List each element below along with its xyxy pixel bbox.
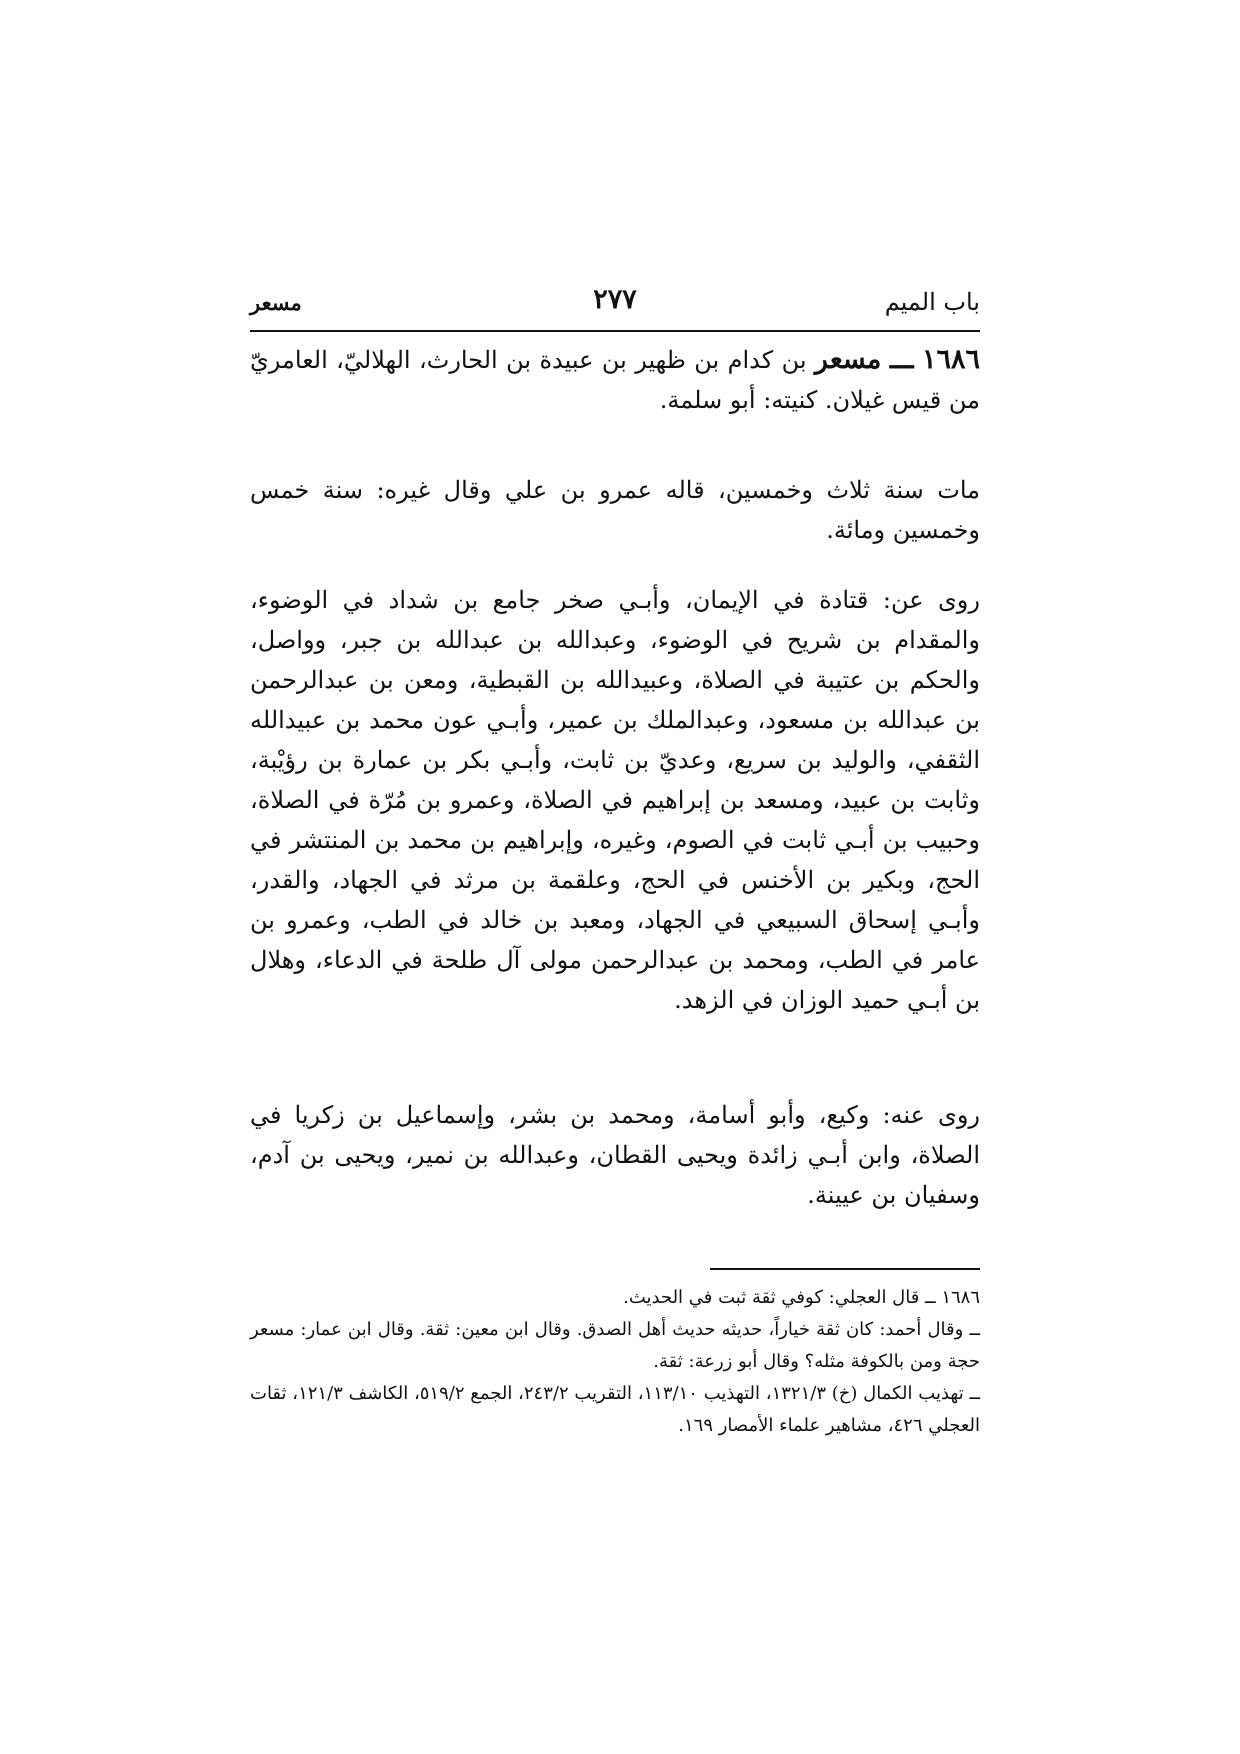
footnote-line: ــ وقال أحمد: كان ثقة خياراً، حديثه حديث أهل الصدق. وقال ابن معين: ثقة. وقال ابن عمار: مسعر حجة ومن بالكوفة مثله؟ وقال أبو زرعة: ثقة. xyxy=(250,1319,980,1372)
footnotes xyxy=(250,1282,980,1442)
entry-name: مسعر xyxy=(814,344,882,375)
header-rule xyxy=(250,330,980,332)
entry-dash: ـــ xyxy=(889,344,914,375)
footnote-line: ١٦٨٦ ــ قال العجلي: كوفي ثقة ثبت في الحديث. xyxy=(623,1287,980,1308)
narrated-from-paragraph: روى عن: قتادة في الإيمان، وأبـي صخر جامع بن شداد في الوضوء، والمقدام بن شريح في الوضوء، وعبدالله بن عبدالله بن جبر، وواصل، والحكم بن عتيبة في الصلاة، وعبيدالله بن القبطية، ومعن بن عبدالرحمن بن عبدالله بن مسعود، وعبدالملك بن عمير، وأبـي عون محمد بن عبيدالله الثقفي، والوليد بن سريع، وعديّ بن ثابت، وأبـي بكر بن عمارة بن رؤيْبة، وثابت بن عبيد، ومسعد بن إبراهيم في الصلاة، وعمرو بن مُرّة في الصلاة، وحبيب بن أبـي ثابت في الصوم، وغيره، وإبراهيم بن محمد بن المنتشر في الحج، وبكير بن الأخنس في الحج، وعلقمة بن مرثد في الجهاد، والقدر، وأبـي إسحاق السبيعي في الجهاد، ومعبد بن خالد في الطب، وعمرو بن عامر في الطب، ومحمد بن عبدالرحمن مولى آل طلحة في الدعاء، وهلال بن أبـي حميد الوزان في الزهد. xyxy=(250,586,980,1014)
entry-heading xyxy=(250,340,980,420)
chapter-title: باب الميم xyxy=(884,288,980,316)
death-paragraph: مات سنة ثلاث وخمسين، قاله عمرو بن علي وقال غيره: سنة خمس وخمسين ومائة. xyxy=(250,476,980,544)
page-header xyxy=(250,284,980,324)
footnote-rule xyxy=(710,1268,980,1270)
narrated-by-paragraph: روى عنه: وكيع، وأبو أسامة، ومحمد بن بشر، وإسماعيل بن زكريا في الصلاة، وابن أبـي زائدة ويحيى القطان، وعبدالله بن نمير، ويحيى بن آدم، وسفيان بن عيينة. xyxy=(250,1101,980,1209)
running-head: مسعر xyxy=(250,290,302,315)
entry-lineage: بن كدام بن ظهير بن عبيدة بن الحارث، الهلاليّ، العامريّ من قيس غيلان. كنيته: أبو سلمة. xyxy=(250,346,980,414)
entry-number: ١٦٨٦ xyxy=(921,344,980,375)
page-number: ٢٧٧ xyxy=(593,284,637,315)
footnote-line: ــ تهذيب الكمال (خ) ١٣٢١/٣، التهذيب ١١٣/١٠، التقريب ٢٤٣/٢، الجمع ٥١٩/٢، الكاشف ١٢١/٣، ثقات العجلي ٤٢٦، مشاهير علماء الأمصار ١٦٩. xyxy=(250,1383,980,1436)
